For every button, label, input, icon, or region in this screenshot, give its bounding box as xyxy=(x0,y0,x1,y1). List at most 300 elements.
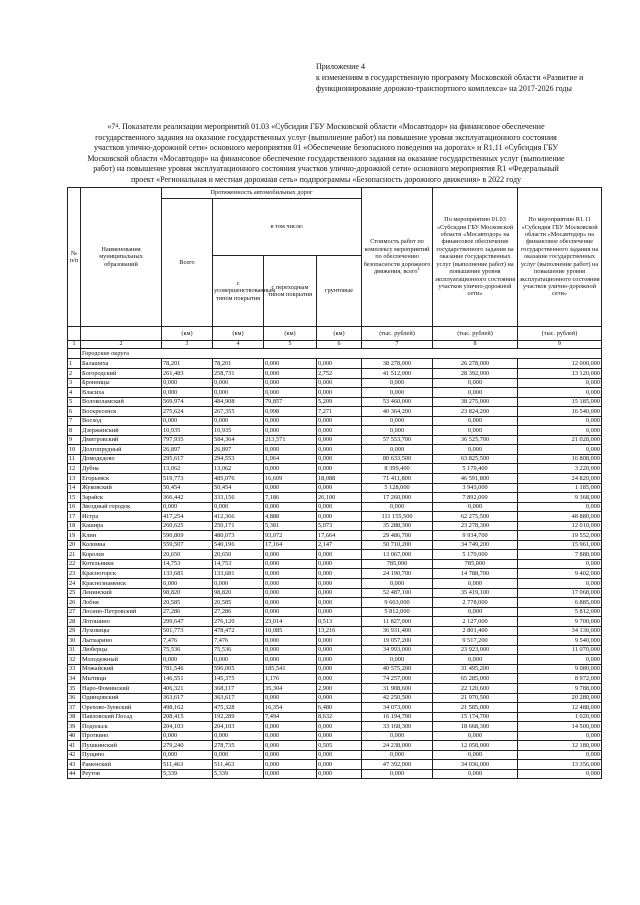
table-row xyxy=(68,617,602,627)
table-cell: 10,085 xyxy=(264,626,317,636)
table-cell: 250,171 xyxy=(213,521,264,531)
table-cell: 0,513 xyxy=(317,617,362,627)
municipality-name: Ленинский xyxy=(81,588,162,598)
table-cell: 16,609 xyxy=(264,473,317,483)
table-cell: 0,000 xyxy=(264,368,317,378)
table-cell: 24 190,700 xyxy=(362,569,433,579)
table-cell: 23 278,300 xyxy=(433,521,518,531)
municipality-name: Павловский Посад xyxy=(81,712,162,722)
table-row xyxy=(68,359,602,369)
table-cell: 20,650 xyxy=(162,550,213,560)
header-no: № п/п xyxy=(68,188,81,327)
table-cell: 0,000 xyxy=(317,607,362,617)
table-cell: 18 xyxy=(68,521,81,531)
document-heading xyxy=(66,122,586,186)
table-cell: 0,000 xyxy=(433,578,518,588)
table-cell: 79,857 xyxy=(264,397,317,407)
table-cell: 40 575,200 xyxy=(362,664,433,674)
header-name: Наименования муниципальных образований xyxy=(81,188,162,327)
table-cell: 48 880,000 xyxy=(518,512,602,522)
table-cell: 29 xyxy=(68,626,81,636)
table-cell: 2 xyxy=(68,368,81,378)
table-cell: 13,062 xyxy=(213,464,264,474)
table-cell: 7,494 xyxy=(264,712,317,722)
header-including: в том числе: xyxy=(213,199,362,256)
table-cell: 0,000 xyxy=(433,769,518,779)
table-cell: 0,000 xyxy=(317,464,362,474)
table-cell: 0,000 xyxy=(317,502,362,512)
table-cell: 261,483 xyxy=(162,368,213,378)
table-cell: 0,000 xyxy=(362,378,433,388)
table-cell: 1,176 xyxy=(264,674,317,684)
table-cell: 5 128,000 xyxy=(362,483,433,493)
table-cell: 27,286 xyxy=(162,607,213,617)
table-cell: 0,000 xyxy=(264,578,317,588)
appendix-line-2: функционирование дорожно-транспортного комплекса» на 2017-2026 годы xyxy=(316,84,572,93)
table-cell: 17,664 xyxy=(317,531,362,541)
table-cell: 0,000 xyxy=(362,578,433,588)
table-cell: 0,000 xyxy=(317,435,362,445)
heading-line-4: Московской области «Мосавтодор» на финансовое обеспечение государственного задания на оказание государственных услуг (выполнение xyxy=(87,153,565,163)
table-cell: 16 xyxy=(68,502,81,512)
table-cell: 9 700,000 xyxy=(518,617,602,627)
table-cell: 0,000 xyxy=(518,426,602,436)
table-cell: 559,507 xyxy=(162,540,213,550)
table-cell: 0,000 xyxy=(213,655,264,665)
header-total: Всего xyxy=(162,199,213,327)
table-cell: 0,000 xyxy=(264,750,317,760)
table-cell: 0,000 xyxy=(317,378,362,388)
table-row xyxy=(68,368,602,378)
table-cell: 267,355 xyxy=(213,407,264,417)
table-cell: 185,541 xyxy=(264,664,317,674)
table-cell: 0,000 xyxy=(264,445,317,455)
units-row xyxy=(68,327,602,341)
table-cell: 2,147 xyxy=(317,540,362,550)
table-cell: 0,000 xyxy=(317,483,362,493)
column-number: 8 xyxy=(433,341,518,349)
table-cell: 417,254 xyxy=(162,512,213,522)
table-cell: 0,000 xyxy=(264,550,317,560)
table-cell: 0,000 xyxy=(264,636,317,646)
table-cell: 18,088 xyxy=(317,473,362,483)
table-cell: 9 663,000 xyxy=(362,598,433,608)
table-cell: 480,073 xyxy=(213,531,264,541)
table-cell: 276,120 xyxy=(213,617,264,627)
municipality-name: Долгопрудный xyxy=(81,445,162,455)
table-cell: 0,000 xyxy=(433,750,518,760)
heading-line-3: участков улично-дорожной сети» основного мероприятия 01 «Обеспечение безопасного поведения на дорогах» и R1.11 «Субсидия ГБУ xyxy=(94,143,558,153)
table-row xyxy=(68,426,602,436)
table-cell: 15 961,000 xyxy=(518,540,602,550)
table-cell: 0,000 xyxy=(264,359,317,369)
table-row xyxy=(68,502,602,512)
table-cell: 6 885,000 xyxy=(518,598,602,608)
table-cell: 204,103 xyxy=(162,722,213,732)
table-cell: 785,000 xyxy=(362,559,433,569)
table-cell: 0,000 xyxy=(362,655,433,665)
table-cell: 26,100 xyxy=(317,493,362,503)
table-cell: 16 540,000 xyxy=(518,407,602,417)
table-cell: 0,000 xyxy=(162,578,213,588)
table-cell: 17 068,000 xyxy=(518,588,602,598)
table-cell: 0,000 xyxy=(317,445,362,455)
municipality-name: Котельники xyxy=(81,559,162,569)
table-cell: 20 xyxy=(68,540,81,550)
table-cell: 484,908 xyxy=(213,397,264,407)
table-cell: 2 127,000 xyxy=(433,617,518,627)
table-row xyxy=(68,664,602,674)
municipality-name: Коломна xyxy=(81,540,162,550)
table-cell: 0,000 xyxy=(518,378,602,388)
table-cell: 98,820 xyxy=(162,588,213,598)
table-cell: 14 788,700 xyxy=(433,569,518,579)
table-cell: 46 591,800 xyxy=(433,473,518,483)
table-cell: 62 275,500 xyxy=(433,512,518,522)
table-cell: 1 020,000 xyxy=(518,712,602,722)
table-cell: 0,000 xyxy=(264,588,317,598)
table-cell: 0,000 xyxy=(518,559,602,569)
table-cell: 9 517,200 xyxy=(433,636,518,646)
table-cell: 75,536 xyxy=(162,645,213,655)
table-row xyxy=(68,397,602,407)
table-cell: 9 788,000 xyxy=(518,684,602,694)
municipality-name: Воскресенск xyxy=(81,407,162,417)
table-row xyxy=(68,445,602,455)
table-cell: 7,271 xyxy=(317,407,362,417)
table-row xyxy=(68,645,602,655)
column-numbers-row xyxy=(68,341,602,349)
table-row xyxy=(68,464,602,474)
municipality-name: Волоколамский xyxy=(81,397,162,407)
table-row xyxy=(68,655,602,665)
table-cell: 0,000 xyxy=(264,598,317,608)
table-cell: 16 808,000 xyxy=(518,454,602,464)
table-cell: 5 xyxy=(68,397,81,407)
table-cell: 0,998 xyxy=(264,407,317,417)
table-cell: 20 280,000 xyxy=(518,693,602,703)
table-cell: 1 xyxy=(68,359,81,369)
table-cell: 8,632 xyxy=(317,712,362,722)
table-cell: 15 174,700 xyxy=(433,712,518,722)
table-cell: 3 220,000 xyxy=(518,464,602,474)
table-cell: 16 194,700 xyxy=(362,712,433,722)
table-cell: 0,000 xyxy=(213,750,264,760)
table-row xyxy=(68,674,602,684)
municipality-name: Богородский xyxy=(81,368,162,378)
table-cell: 9 934,700 xyxy=(433,531,518,541)
table-cell: 5,339 xyxy=(213,769,264,779)
table-cell: 7,476 xyxy=(213,636,264,646)
table-cell: 21 xyxy=(68,550,81,560)
header-measure-r111: По мероприятию R1.11 «Субсидия ГБУ Московской области «Мосавтодор» на финансовое обеспечение государственного задания на оказание государственных услуг (выполнение работ) на повышение уровня эксплуатационного состояния участков улично-дорожной сети» xyxy=(518,188,602,327)
table-cell: 14,753 xyxy=(213,559,264,569)
units-cell: (тыс. рублей) xyxy=(362,327,433,341)
table-cell: 31 xyxy=(68,645,81,655)
units-cell xyxy=(68,327,81,341)
municipality-name: Зарайск xyxy=(81,493,162,503)
table-cell: 3 943,000 xyxy=(433,483,518,493)
table-cell: 0,000 xyxy=(433,445,518,455)
table-cell: 42 250,500 xyxy=(362,693,433,703)
municipality-name: Власиха xyxy=(81,388,162,398)
table-cell: 0,000 xyxy=(317,454,362,464)
table-cell: 34 130,000 xyxy=(518,626,602,636)
table-cell: 0,000 xyxy=(162,388,213,398)
table-cell: 0,000 xyxy=(362,731,433,741)
table-cell: 0,000 xyxy=(317,769,362,779)
municipality-name: Лыткарино xyxy=(81,636,162,646)
header-measure-0103: По мероприятию 01.03 «Субсидия ГБУ Московской области «Мосавтодор» на финансовое обеспечение государственного задания на оказание государственных услуг (выполнение работ) на повышение уровня эксплуатационного состояния участков улично-дорожной сети» xyxy=(433,188,518,327)
units-cell: (км) xyxy=(317,327,362,341)
table-cell: 0,000 xyxy=(317,550,362,560)
table-cell: 41 512,000 xyxy=(362,368,433,378)
table-cell: 5 812,000 xyxy=(518,607,602,617)
table-cell: 10,935 xyxy=(162,426,213,436)
table-cell: 0,000 xyxy=(362,502,433,512)
table-cell: 26,897 xyxy=(162,445,213,455)
heading-line-2: государственного задания на оказание государственных услуг (выполнение работ) на повышение уровня эксплуатационного состояния xyxy=(95,132,557,142)
table-cell: 9 080,000 xyxy=(518,664,602,674)
table-cell: 0,000 xyxy=(317,388,362,398)
table-cell: 26,897 xyxy=(213,445,264,455)
table-cell: 0,000 xyxy=(433,655,518,665)
table-cell: 5,209 xyxy=(317,397,362,407)
table-cell: 0,000 xyxy=(317,578,362,588)
table-cell: 406,321 xyxy=(162,684,213,694)
table-row xyxy=(68,578,602,588)
municipality-name: Истра xyxy=(81,512,162,522)
table-row xyxy=(68,531,602,541)
table-cell: 5 179,400 xyxy=(433,464,518,474)
table-cell: 57 553,700 xyxy=(362,435,433,445)
table-cell: 38 xyxy=(68,712,81,722)
table-cell: 38 275,000 xyxy=(433,397,518,407)
table-cell: 258,731 xyxy=(213,368,264,378)
table-cell: 208,415 xyxy=(162,712,213,722)
table-cell: 74 257,000 xyxy=(362,674,433,684)
heading-line-5: работ) на повышение уровня эксплуатационного состояния участков улично-дорожной сети» основного мероприятия R1 «Федеральный xyxy=(93,164,559,174)
table-cell: 3 xyxy=(68,378,81,388)
table-cell: 1,064 xyxy=(264,454,317,464)
table-cell: 0,000 xyxy=(264,483,317,493)
column-number: 7 xyxy=(362,341,433,349)
table-cell: 13,062 xyxy=(162,464,213,474)
table-cell: 0,000 xyxy=(518,502,602,512)
table-cell: 12 000,000 xyxy=(518,359,602,369)
table-cell: 43 xyxy=(68,760,81,770)
table-cell: 39 xyxy=(68,722,81,732)
table-cell: 0,000 xyxy=(213,378,264,388)
table-cell: 785,000 xyxy=(433,559,518,569)
table-cell: 0,000 xyxy=(433,416,518,426)
table-cell: 34 993,000 xyxy=(362,645,433,655)
table-cell: 478,472 xyxy=(213,626,264,636)
table-cell: 35,304 xyxy=(264,684,317,694)
table-cell: 5,339 xyxy=(162,769,213,779)
table-cell: 0,000 xyxy=(362,769,433,779)
table-cell: 7,476 xyxy=(162,636,213,646)
municipality-name: Подольск xyxy=(81,722,162,732)
table-cell: 23 xyxy=(68,569,81,579)
table-cell: 295,617 xyxy=(162,454,213,464)
table-cell: 0,000 xyxy=(317,674,362,684)
municipality-name: Наро-Фоминский xyxy=(81,684,162,694)
table-cell: 0,000 xyxy=(264,741,317,751)
table-cell: 0,000 xyxy=(362,750,433,760)
table-cell: 0,000 xyxy=(264,760,317,770)
units-cell xyxy=(81,327,162,341)
table-cell: 6 xyxy=(68,407,81,417)
table-cell: 36 931,400 xyxy=(362,626,433,636)
table-cell: 7,186 xyxy=(264,493,317,503)
table-cell: 2 801,400 xyxy=(433,626,518,636)
table-cell: 26 278,000 xyxy=(433,359,518,369)
table-cell: 0,000 xyxy=(518,578,602,588)
table-cell: 14 500,000 xyxy=(518,722,602,732)
table-cell: 511,463 xyxy=(213,760,264,770)
table-cell: 0,505 xyxy=(317,741,362,751)
table-cell: 0,000 xyxy=(264,722,317,732)
table-cell: 0,000 xyxy=(317,416,362,426)
table-cell: 0,000 xyxy=(213,578,264,588)
table-cell: 24 xyxy=(68,578,81,588)
table-row xyxy=(68,588,602,598)
table-row xyxy=(68,693,602,703)
table-cell: 5,381 xyxy=(264,521,317,531)
table-cell: 36 xyxy=(68,693,81,703)
municipality-name: Протвино xyxy=(81,731,162,741)
municipality-name: Звездный городок xyxy=(81,502,162,512)
table-cell: 0,000 xyxy=(213,731,264,741)
table-cell: 50,454 xyxy=(213,483,264,493)
table-cell: 0,000 xyxy=(264,416,317,426)
table-cell: 11 070,000 xyxy=(518,645,602,655)
table-cell: 9 540,000 xyxy=(518,636,602,646)
table-cell: 0,000 xyxy=(213,388,264,398)
table-cell: 11 827,000 xyxy=(362,617,433,627)
municipality-name: Егорьевск xyxy=(81,473,162,483)
table-cell: 21 028,000 xyxy=(518,435,602,445)
table-cell: 30 xyxy=(68,636,81,646)
table-cell: 0,000 xyxy=(518,416,602,426)
table-row xyxy=(68,569,602,579)
table-cell: 12 010,000 xyxy=(518,521,602,531)
table-cell: 111 155,500 xyxy=(362,512,433,522)
table-cell: 275,624 xyxy=(162,407,213,417)
units-cell: (тыс. рублей) xyxy=(518,327,602,341)
table-cell: 192,289 xyxy=(213,712,264,722)
table-row xyxy=(68,378,602,388)
table-cell: 7 888,000 xyxy=(518,550,602,560)
column-number: 6 xyxy=(317,341,362,349)
table-cell: 5 812,000 xyxy=(362,607,433,617)
table-cell: 14 xyxy=(68,483,81,493)
table-cell: 0,000 xyxy=(264,769,317,779)
table-row xyxy=(68,559,602,569)
table-cell: 17 260,000 xyxy=(362,493,433,503)
header-improved: с усовершенствованным типом покрытия xyxy=(213,256,264,327)
municipality-name: Раменский xyxy=(81,760,162,770)
table-cell: 0,000 xyxy=(317,569,362,579)
table-row xyxy=(68,760,602,770)
table-cell: 0,000 xyxy=(518,655,602,665)
table-cell: 20,650 xyxy=(213,550,264,560)
table-cell: 4 xyxy=(68,388,81,398)
table-cell: 0,000 xyxy=(518,731,602,741)
table-cell: 0,000 xyxy=(264,655,317,665)
table-cell: 2 778,000 xyxy=(433,598,518,608)
column-number: 3 xyxy=(162,341,213,349)
table-row xyxy=(68,703,602,713)
table-cell: 12 488,000 xyxy=(518,703,602,713)
table-cell: 17 xyxy=(68,512,81,522)
table-row xyxy=(68,684,602,694)
table-cell: 78,201 xyxy=(213,359,264,369)
table-cell: 78,201 xyxy=(162,359,213,369)
municipality-name: Дзержинский xyxy=(81,426,162,436)
table-cell: 299,647 xyxy=(162,617,213,627)
header-dirt: грунтовые xyxy=(317,256,362,327)
table-cell: 20,585 xyxy=(162,598,213,608)
table-cell: 6,480 xyxy=(317,703,362,713)
table-cell: 569,974 xyxy=(162,397,213,407)
table-cell: 540,196 xyxy=(213,540,264,550)
table-cell: 26 xyxy=(68,598,81,608)
table-row xyxy=(68,731,602,741)
table-cell: 50,454 xyxy=(162,483,213,493)
table-cell: 363,617 xyxy=(213,693,264,703)
table-cell: 11 xyxy=(68,454,81,464)
table-cell: 13 120,000 xyxy=(518,368,602,378)
table-cell: 27,286 xyxy=(213,607,264,617)
table-cell: 213,571 xyxy=(264,435,317,445)
table-cell: 0,000 xyxy=(213,502,264,512)
table-row xyxy=(68,712,602,722)
table-cell: 363,617 xyxy=(162,693,213,703)
table-row xyxy=(68,769,602,779)
units-cell: (тыс. рублей) xyxy=(433,327,518,341)
table-cell: 9 xyxy=(68,435,81,445)
table-cell: 0,000 xyxy=(317,750,362,760)
table-cell: 19 057,200 xyxy=(362,636,433,646)
group-title: Городские округа xyxy=(81,349,602,359)
table-cell: 0,000 xyxy=(317,588,362,598)
table-cell: 10 xyxy=(68,445,81,455)
municipality-name: Клин xyxy=(81,531,162,541)
table-row xyxy=(68,521,602,531)
table-cell: 0,000 xyxy=(264,388,317,398)
municipality-name: Люберцы xyxy=(81,645,162,655)
table-cell: 65 285,000 xyxy=(433,674,518,684)
municipality-name: Жуковский xyxy=(81,483,162,493)
table-cell: 0,000 xyxy=(264,731,317,741)
table-cell: 14,753 xyxy=(162,559,213,569)
table-cell: 596,005 xyxy=(213,664,264,674)
table-cell: 52 487,100 xyxy=(362,588,433,598)
table-cell: 35 xyxy=(68,684,81,694)
table-cell: 12 058,000 xyxy=(433,741,518,751)
table-cell: 8 399,400 xyxy=(362,464,433,474)
table-cell: 0,000 xyxy=(264,645,317,655)
municipality-name: Пущино xyxy=(81,750,162,760)
table-cell: 93,072 xyxy=(264,531,317,541)
table-row xyxy=(68,741,602,751)
table-cell: 0,000 xyxy=(518,750,602,760)
table-cell: 0,000 xyxy=(317,731,362,741)
table-cell: 27 xyxy=(68,607,81,617)
table-row xyxy=(68,607,602,617)
